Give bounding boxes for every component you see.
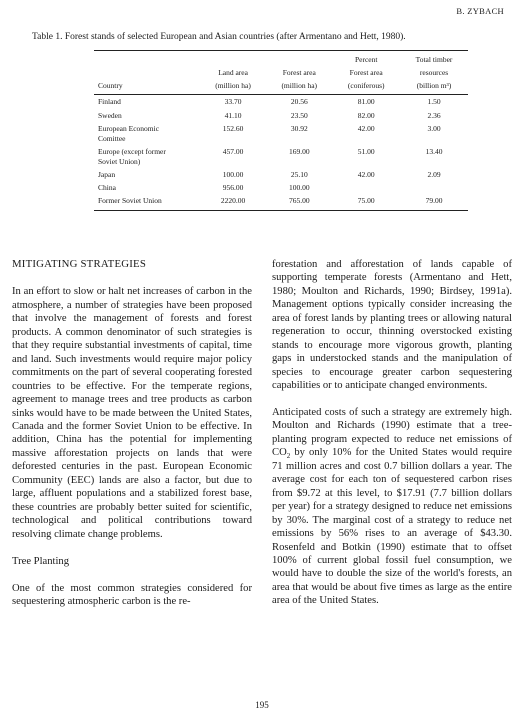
header-forest-area [266, 51, 332, 67]
table-row: Finland 33.70 20.56 81.00 1.50 [98, 97, 441, 107]
left-column [12, 258, 252, 608]
table-row: Sweden 41.10 23.50 82.00 2.36 [98, 110, 441, 120]
running-head: B. ZYBACH [456, 6, 504, 16]
table-row: European Economic Comittee 152.60 30.92 42.00 3.00 [98, 123, 441, 143]
forest-stands-table [94, 50, 468, 211]
body-paragraph: In an effort to slow or halt net increases of carbon in the atmosphere, a number of strategies have been proposed that involve the management of forests and forest products. A common denominator of such strategies is that they require substantial investments of capital, time and land. Such investments would require major policy commitments on the part of several cooperating forested countries to be effective. For the temperate regions, agreement to manage trees and tree products as carbon sinks would have to be made between the United States, Canada and the former Soviet Union to be effective. In addition, China has the potential for implementing massive afforestation projects on lands that were deforested centuries in the past. European Economic Community (EEC) lands are also a factor, but due to large, affluent populations and a stabilized forest base, these countries are probably better suited for scientific, technological and political contributions toward resolving climate change problems. [12, 286, 252, 540]
body-paragraph: forestation and afforestation of lands capable of supporting temperate forests (Armentano and Hett, 1980; Moulton and Richards, 1990; Birdsey, 1991a). Management options typically consider increasing the area of forest lands by planting trees or allowing natural regeneration to occur, thinning overstocked existing stands to encourage more vigorous growth, planting gaps in understocked stands and the manipulation of species to encourage greater carbon sequestering capabilities or to anticipate changed environments. [272, 259, 512, 392]
table-header-row: Land area Forest area Forest area resources [218, 68, 449, 78]
table-row: Europe (except former Soviet Union) 457.00 169.00 51.00 13.40 [98, 146, 443, 166]
table-row: Japan 100.00 25.10 42.00 2.09 [98, 170, 441, 180]
table-row: China 956.00 100.00 [98, 183, 310, 193]
header-timber: Total timber [400, 51, 468, 67]
page-number: 195 [255, 700, 269, 710]
header-country: Country [94, 79, 200, 95]
table-caption: Table 1. Forest stands of selected European and Asian countries (after Armentano and Hett, 1980). [32, 32, 406, 42]
section-heading: MITIGATING STRATEGIES [12, 258, 147, 270]
table-header-row [94, 51, 468, 67]
table-header-row: Country (million ha) (million ha) (coniferous) (billion m³) [94, 79, 468, 95]
header-percent: Percent [332, 51, 400, 67]
subsection-heading: Tree Planting [12, 556, 69, 568]
body-paragraph: Anticipated costs of such a strategy are extremely high. Moulton and Richards (1990) estimate that a tree-planting program expected to reduce net emissions of $CO_2$ by only 10% for the United States would require 71 million acres and cost 0.7 billion dollars a year. The average cost for each ton of sequestered carbon rises from $9.72 at this level, to $17.91 (7.7 billion dollars per year) for a strategy designed to reduce net emissions by 30%. The marginal cost of a strategy to reduce net emissions by 56% rises to an average of $43.30. Rosenfeld and Botkin (1990) estimate that to offset 100% of current global fossil fuel consumption, we would have to double the size of the world's forests, an area that would be about five times as large as the entire area of the United States. [272, 406, 512, 607]
body-paragraph: One of the most common strategies considered for sequestering atmospheric carbon is the re- [12, 582, 252, 607]
right-column [272, 258, 512, 608]
table-row: Former Soviet Union 2220.00 765.00 75.00 79.00 [94, 194, 468, 210]
header-land-area [200, 51, 266, 67]
